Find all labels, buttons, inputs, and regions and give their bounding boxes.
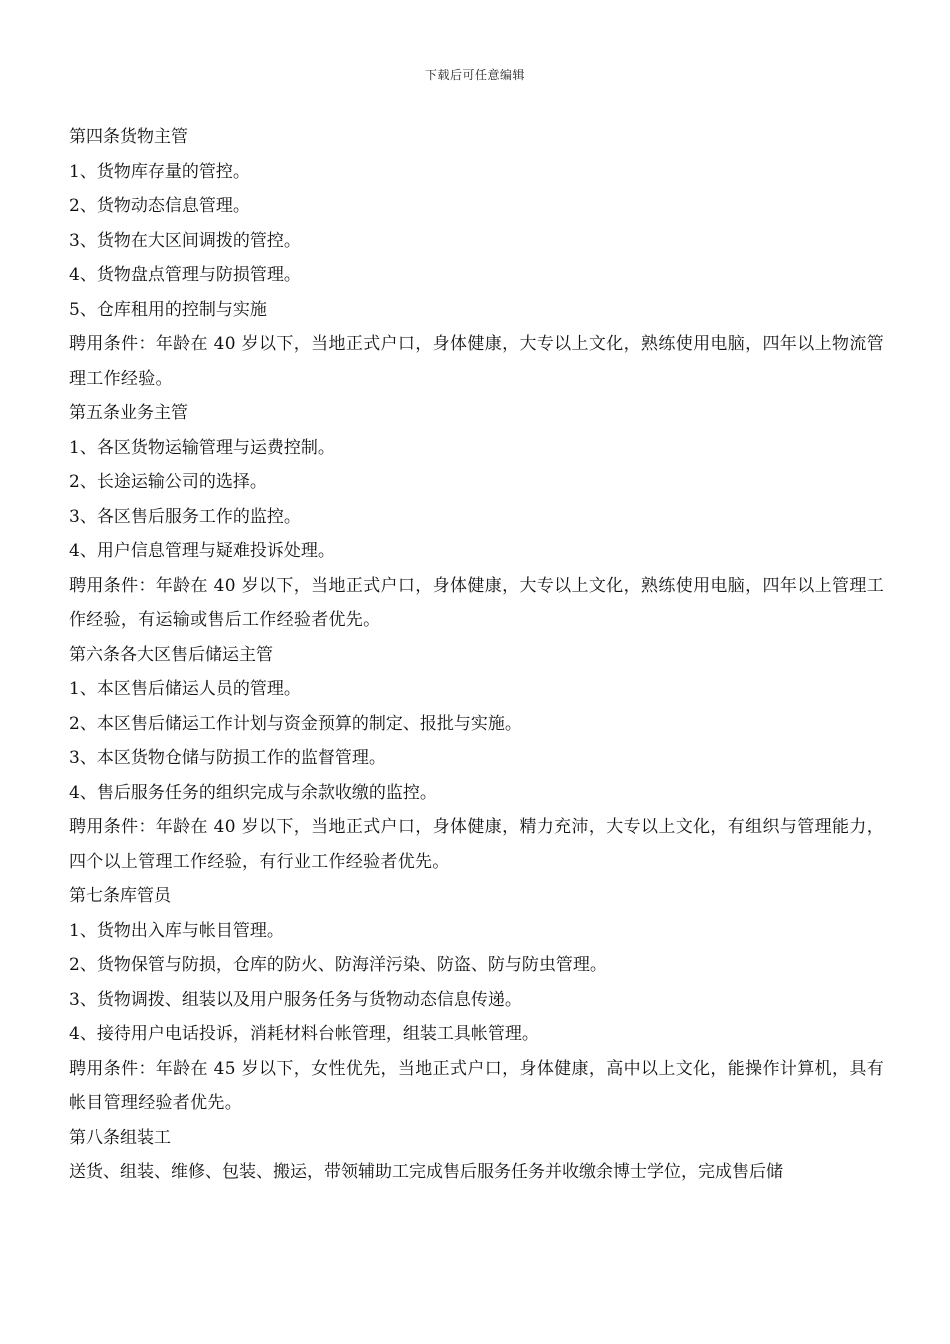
hiring-requirement-5: 聘用条件：年龄在 40 岁以下，当地正式户口，身体健康，大专以上文化，熟练使用电脑，四年以上管理工作经验，有运输或售后工作经验者优先。 <box>69 575 884 630</box>
list-item: 2、长途运输公司的选择。 <box>69 472 267 492</box>
list-item: 3、货物调拨、组装以及用户服务任务与货物动态信息传递。 <box>69 989 522 1010</box>
list-item: 4、售后服务任务的组织完成与余款收缴的监控。 <box>69 782 437 803</box>
section-title-6: 第六条各大区售后储运主管 <box>69 644 273 665</box>
page-header-note: 下载后可任意编辑 <box>424 68 525 82</box>
list-item: 1、货物出入库与帐目管理。 <box>69 920 284 941</box>
section-title-8: 第八条组装工 <box>69 1127 171 1148</box>
hiring-requirement-6: 聘用条件：年龄在 40 岁以下，当地正式户口，身体健康，精力充沛，大专以上文化，有组织与管理能力，四个以上管理工作经验，有行业工作经验者优先。 <box>69 817 884 872</box>
list-item: 5、仓库租用的控制与实施 <box>69 299 267 320</box>
list-item: 2、货物动态信息管理。 <box>69 196 250 216</box>
list-item: 4、接待用户电话投诉，消耗材料台帐管理，组装工具帐管理。 <box>69 1024 539 1044</box>
list-item: 1、货物库存量的管控。 <box>69 161 250 182</box>
section-title-5: 第五条业务主管 <box>69 403 188 423</box>
list-item: 2、本区售后储运工作计划与资金预算的制定、报批与实施。 <box>69 713 522 734</box>
list-item: 3、本区货物仓储与防损工作的监督管理。 <box>69 748 386 768</box>
hiring-requirement-7: 聘用条件：年龄在 45 岁以下，女性优先，当地正式户口，身体健康，高中以上文化，能操作计算机，具有帐目管理经验者优先。 <box>69 1058 884 1113</box>
list-item: 4、货物盘点管理与防损管理。 <box>69 265 301 285</box>
section-text-8: 送货、组装、维修、包装、搬运，带领辅助工完成售后服务任务并收缴余博士学位，完成售后储 <box>69 1162 783 1182</box>
section-title-7: 第七条库管员 <box>69 886 171 906</box>
section-title-4: 第四条货物主管 <box>69 127 188 147</box>
list-item: 1、本区售后储运人员的管理。 <box>69 679 301 699</box>
hiring-requirement-4: 聘用条件：年龄在 40 岁以下，当地正式户口，身体健康，大专以上文化，熟练使用电脑，四年以上物流管理工作经验。 <box>69 334 884 389</box>
list-item: 1、各区货物运输管理与运费控制。 <box>69 437 335 458</box>
list-item: 4、用户信息管理与疑难投诉处理。 <box>69 541 335 561</box>
document-body <box>69 120 884 1190</box>
list-item: 3、货物在大区间调拨的管控。 <box>69 230 301 251</box>
list-item: 2、货物保管与防损，仓库的防火、防海洋污染、防盗、防与防虫管理。 <box>69 955 607 975</box>
list-item: 3、各区售后服务工作的监控。 <box>69 506 301 527</box>
